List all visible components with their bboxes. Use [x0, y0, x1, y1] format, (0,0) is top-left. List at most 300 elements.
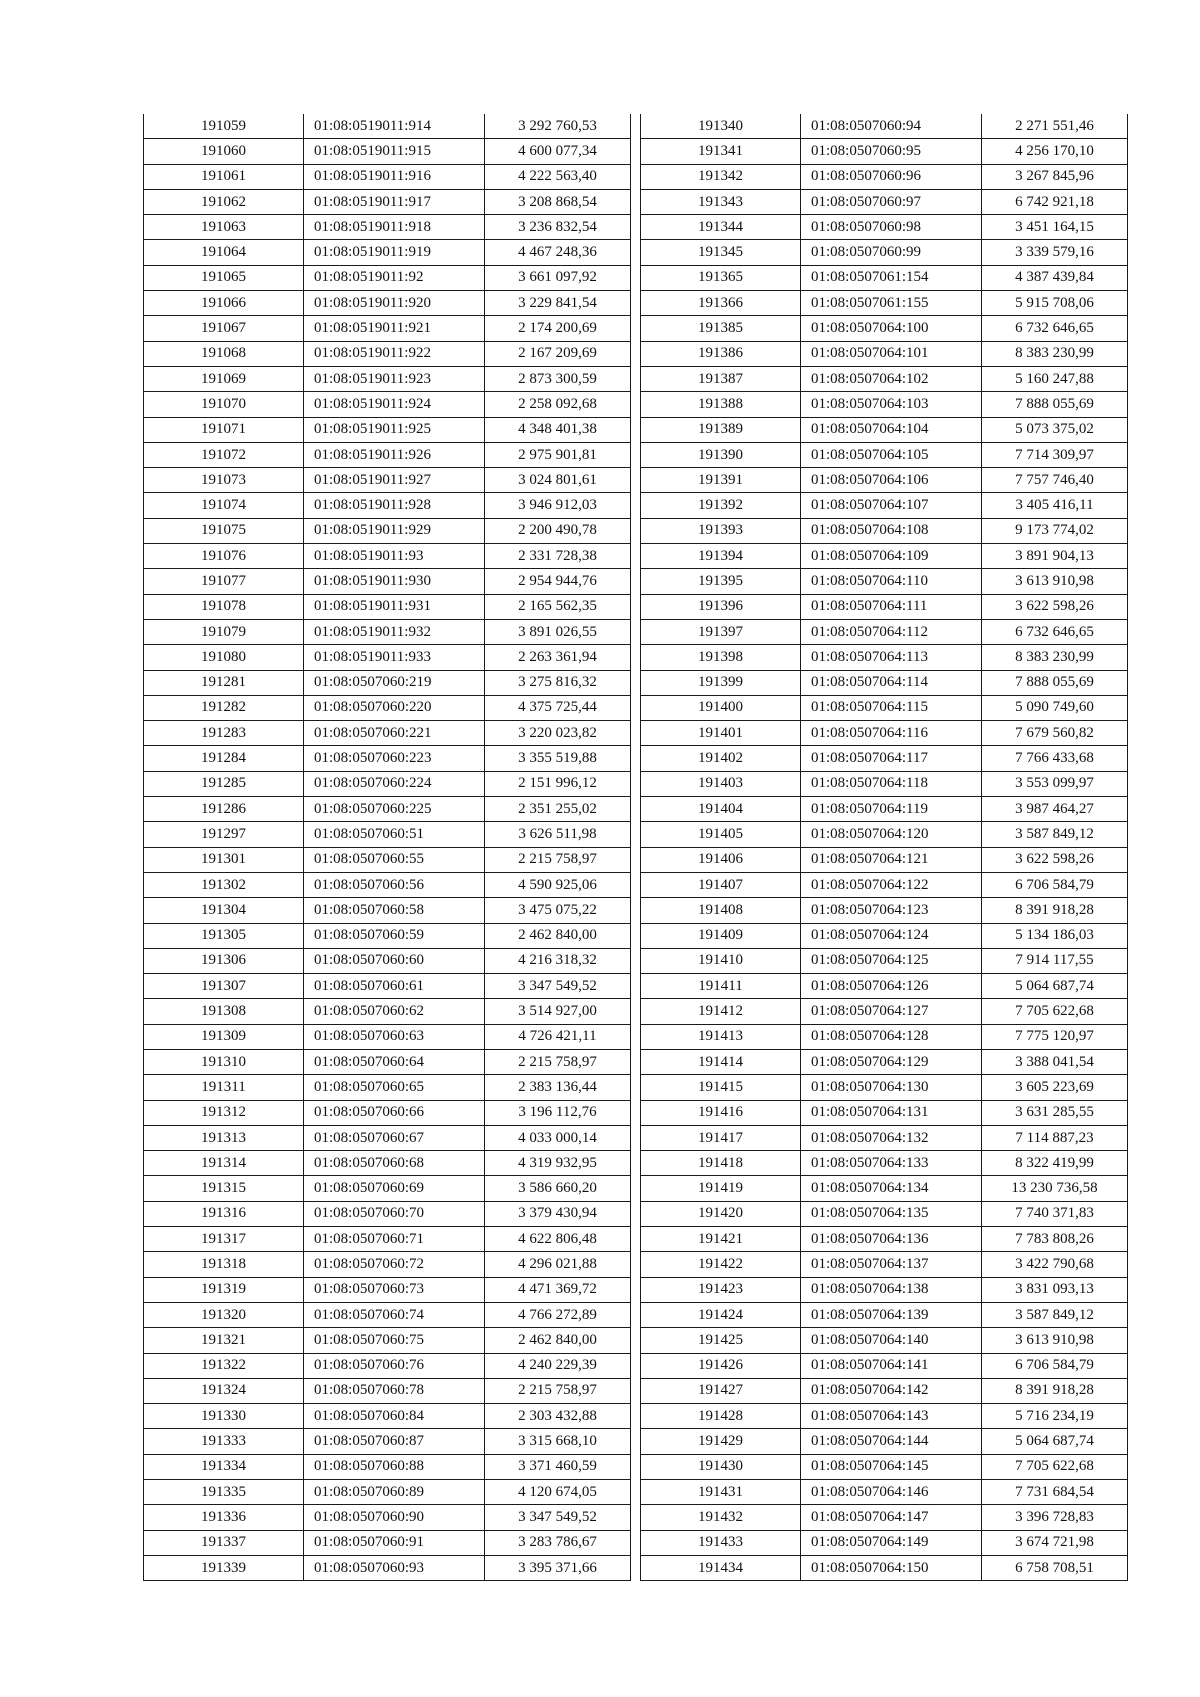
object-number-cell: 191410 [641, 948, 801, 973]
cadastral-value-cell: 5 915 708,06 [982, 291, 1128, 316]
cadastral-number-cell: 01:08:0507060:55 [304, 847, 485, 872]
table-row [144, 1353, 631, 1378]
cadastral-value-cell: 4 240 229,39 [485, 1353, 631, 1378]
cadastral-number-cell: 01:08:0507064:146 [801, 1480, 982, 1505]
cadastral-number-cell: 01:08:0507064:100 [801, 316, 982, 341]
object-number-cell: 191365 [641, 265, 801, 290]
cadastral-value-cell: 2 271 551,46 [982, 114, 1128, 139]
cadastral-value-cell: 3 388 041,54 [982, 1049, 1128, 1074]
cadastral-value-cell: 3 339 579,16 [982, 240, 1128, 265]
object-number-cell: 191432 [641, 1505, 801, 1530]
cadastral-value-cell: 3 891 904,13 [982, 544, 1128, 569]
table-row [144, 265, 631, 290]
object-number-cell: 191345 [641, 240, 801, 265]
cadastral-value-cell: 3 347 549,52 [485, 1505, 631, 1530]
table-row [641, 240, 1128, 265]
cadastral-number-cell: 01:08:0519011:93 [304, 544, 485, 569]
object-number-cell: 191335 [144, 1480, 304, 1505]
object-number-cell: 191315 [144, 1176, 304, 1201]
table-row [641, 923, 1128, 948]
object-number-cell: 191430 [641, 1454, 801, 1479]
object-number-cell: 191318 [144, 1252, 304, 1277]
cadastral-number-cell: 01:08:0507064:150 [801, 1555, 982, 1580]
table-row [641, 189, 1128, 214]
table-row [144, 670, 631, 695]
table-row [144, 139, 631, 164]
cadastral-number-cell: 01:08:0519011:933 [304, 645, 485, 670]
object-number-cell: 191321 [144, 1328, 304, 1353]
cadastral-number-cell: 01:08:0507060:63 [304, 1024, 485, 1049]
cadastral-number-cell: 01:08:0507060:76 [304, 1353, 485, 1378]
table-row [144, 1227, 631, 1252]
cadastral-number-cell: 01:08:0507064:127 [801, 999, 982, 1024]
cadastral-value-cell: 2 462 840,00 [485, 1328, 631, 1353]
object-number-cell: 191407 [641, 872, 801, 897]
cadastral-number-cell: 01:08:0507064:140 [801, 1328, 982, 1353]
cadastral-number-cell: 01:08:0507060:91 [304, 1530, 485, 1555]
cadastral-value-cell: 7 731 684,54 [982, 1480, 1128, 1505]
right-table [640, 114, 1128, 1581]
cadastral-value-cell: 2 200 490,78 [485, 518, 631, 543]
object-number-cell: 191431 [641, 1480, 801, 1505]
cadastral-number-cell: 01:08:0507060:56 [304, 872, 485, 897]
cadastral-number-cell: 01:08:0507060:89 [304, 1480, 485, 1505]
cadastral-value-cell: 3 891 026,55 [485, 619, 631, 644]
cadastral-number-cell: 01:08:0507064:124 [801, 923, 982, 948]
object-number-cell: 191068 [144, 341, 304, 366]
table-row [144, 392, 631, 417]
cadastral-number-cell: 01:08:0507060:87 [304, 1429, 485, 1454]
cadastral-number-cell: 01:08:0507060:65 [304, 1075, 485, 1100]
cadastral-value-cell: 7 888 055,69 [982, 670, 1128, 695]
object-number-cell: 191072 [144, 442, 304, 467]
table-row [144, 442, 631, 467]
cadastral-number-cell: 01:08:0507060:78 [304, 1378, 485, 1403]
object-number-cell: 191344 [641, 215, 801, 240]
cadastral-number-cell: 01:08:0519011:932 [304, 619, 485, 644]
object-number-cell: 191066 [144, 291, 304, 316]
object-number-cell: 191322 [144, 1353, 304, 1378]
cadastral-value-cell: 6 742 921,18 [982, 189, 1128, 214]
cadastral-value-cell: 7 114 887,23 [982, 1125, 1128, 1150]
cadastral-value-cell: 3 220 023,82 [485, 721, 631, 746]
cadastral-value-cell: 13 230 736,58 [982, 1176, 1128, 1201]
cadastral-value-cell: 5 160 247,88 [982, 366, 1128, 391]
table-row [641, 594, 1128, 619]
table-row [641, 392, 1128, 417]
cadastral-value-cell: 7 783 808,26 [982, 1227, 1128, 1252]
cadastral-number-cell: 01:08:0507064:143 [801, 1404, 982, 1429]
cadastral-value-cell: 3 024 801,61 [485, 468, 631, 493]
object-number-cell: 191387 [641, 366, 801, 391]
table-row [641, 1049, 1128, 1074]
cadastral-number-cell: 01:08:0507064:116 [801, 721, 982, 746]
cadastral-value-cell: 2 954 944,76 [485, 569, 631, 594]
object-number-cell: 191403 [641, 771, 801, 796]
cadastral-value-cell: 3 196 112,76 [485, 1100, 631, 1125]
table-row [144, 215, 631, 240]
cadastral-value-cell: 3 674 721,98 [982, 1530, 1128, 1555]
cadastral-value-cell: 4 296 021,88 [485, 1252, 631, 1277]
cadastral-number-cell: 01:08:0507064:113 [801, 645, 982, 670]
table-row [144, 569, 631, 594]
cadastral-value-cell: 4 319 932,95 [485, 1151, 631, 1176]
cadastral-number-cell: 01:08:0507060:60 [304, 948, 485, 973]
table-row [144, 695, 631, 720]
cadastral-number-cell: 01:08:0519011:930 [304, 569, 485, 594]
table-row [641, 1505, 1128, 1530]
cadastral-number-cell: 01:08:0507064:138 [801, 1277, 982, 1302]
cadastral-value-cell: 4 622 806,48 [485, 1227, 631, 1252]
object-number-cell: 191398 [641, 645, 801, 670]
table-row [641, 417, 1128, 442]
object-number-cell: 191389 [641, 417, 801, 442]
cadastral-value-cell: 4 471 369,72 [485, 1277, 631, 1302]
cadastral-value-cell: 3 622 598,26 [982, 847, 1128, 872]
object-number-cell: 191409 [641, 923, 801, 948]
cadastral-value-cell: 8 383 230,99 [982, 645, 1128, 670]
cadastral-value-cell: 3 605 223,69 [982, 1075, 1128, 1100]
table-row [144, 544, 631, 569]
cadastral-value-cell: 2 331 728,38 [485, 544, 631, 569]
cadastral-number-cell: 01:08:0507064:119 [801, 797, 982, 822]
object-number-cell: 191060 [144, 139, 304, 164]
table-row [144, 898, 631, 923]
object-number-cell: 191074 [144, 493, 304, 518]
object-number-cell: 191421 [641, 1227, 801, 1252]
table-row [144, 619, 631, 644]
object-number-cell: 191310 [144, 1049, 304, 1074]
cadastral-value-cell: 7 914 117,55 [982, 948, 1128, 973]
cadastral-number-cell: 01:08:0507064:136 [801, 1227, 982, 1252]
cadastral-value-cell: 5 134 186,03 [982, 923, 1128, 948]
cadastral-number-cell: 01:08:0519011:92 [304, 265, 485, 290]
cadastral-value-cell: 4 766 272,89 [485, 1302, 631, 1327]
cadastral-number-cell: 01:08:0507064:128 [801, 1024, 982, 1049]
cadastral-number-cell: 01:08:0507064:103 [801, 392, 982, 417]
object-number-cell: 191308 [144, 999, 304, 1024]
object-number-cell: 191416 [641, 1100, 801, 1125]
table-row [144, 1378, 631, 1403]
table-row [641, 1201, 1128, 1226]
cadastral-value-cell: 2 351 255,02 [485, 797, 631, 822]
cadastral-value-cell: 3 275 816,32 [485, 670, 631, 695]
table-row [144, 291, 631, 316]
object-number-cell: 191067 [144, 316, 304, 341]
cadastral-number-cell: 01:08:0507061:155 [801, 291, 982, 316]
object-number-cell: 191395 [641, 569, 801, 594]
cadastral-number-cell: 01:08:0519011:928 [304, 493, 485, 518]
cadastral-number-cell: 01:08:0507064:134 [801, 1176, 982, 1201]
object-number-cell: 191385 [641, 316, 801, 341]
table-row [641, 872, 1128, 897]
table-row [144, 1151, 631, 1176]
cadastral-value-cell: 3 622 598,26 [982, 594, 1128, 619]
cadastral-number-cell: 01:08:0507060:224 [304, 771, 485, 796]
cadastral-number-cell: 01:08:0507060:51 [304, 822, 485, 847]
cadastral-number-cell: 01:08:0519011:915 [304, 139, 485, 164]
cadastral-value-cell: 3 396 728,83 [982, 1505, 1128, 1530]
object-number-cell: 191339 [144, 1555, 304, 1580]
object-number-cell: 191286 [144, 797, 304, 822]
cadastral-value-cell: 3 475 075,22 [485, 898, 631, 923]
cadastral-value-cell: 4 375 725,44 [485, 695, 631, 720]
cadastral-number-cell: 01:08:0507060:73 [304, 1277, 485, 1302]
object-number-cell: 191077 [144, 569, 304, 594]
object-number-cell: 191070 [144, 392, 304, 417]
object-number-cell: 191334 [144, 1454, 304, 1479]
table-row [641, 746, 1128, 771]
left-table [143, 114, 631, 1581]
table-row [641, 1555, 1128, 1580]
table-row [641, 1429, 1128, 1454]
object-number-cell: 191400 [641, 695, 801, 720]
cadastral-number-cell: 01:08:0507064:130 [801, 1075, 982, 1100]
table-row [144, 1125, 631, 1150]
cadastral-value-cell: 2 167 209,69 [485, 341, 631, 366]
object-number-cell: 191078 [144, 594, 304, 619]
cadastral-number-cell: 01:08:0507060:97 [801, 189, 982, 214]
table-row [144, 645, 631, 670]
cadastral-number-cell: 01:08:0519011:919 [304, 240, 485, 265]
cadastral-number-cell: 01:08:0507064:104 [801, 417, 982, 442]
cadastral-number-cell: 01:08:0507060:95 [801, 139, 982, 164]
cadastral-value-cell: 2 215 758,97 [485, 1049, 631, 1074]
cadastral-number-cell: 01:08:0519011:925 [304, 417, 485, 442]
table-row [144, 366, 631, 391]
table-row [144, 797, 631, 822]
object-number-cell: 191411 [641, 974, 801, 999]
cadastral-value-cell: 4 467 248,36 [485, 240, 631, 265]
object-number-cell: 191305 [144, 923, 304, 948]
object-number-cell: 191404 [641, 797, 801, 822]
cadastral-value-cell: 4 256 170,10 [982, 139, 1128, 164]
object-number-cell: 191391 [641, 468, 801, 493]
object-number-cell: 191061 [144, 164, 304, 189]
cadastral-number-cell: 01:08:0507064:117 [801, 746, 982, 771]
table-row [144, 164, 631, 189]
table-row [144, 1404, 631, 1429]
table-row [641, 1024, 1128, 1049]
object-number-cell: 191425 [641, 1328, 801, 1353]
cadastral-value-cell: 3 283 786,67 [485, 1530, 631, 1555]
cadastral-value-cell: 3 613 910,98 [982, 569, 1128, 594]
object-number-cell: 191307 [144, 974, 304, 999]
cadastral-number-cell: 01:08:0507060:58 [304, 898, 485, 923]
object-number-cell: 191392 [641, 493, 801, 518]
table-row [144, 341, 631, 366]
cadastral-value-cell: 9 173 774,02 [982, 518, 1128, 543]
table-row [144, 847, 631, 872]
cadastral-number-cell: 01:08:0507064:141 [801, 1353, 982, 1378]
cadastral-value-cell: 3 208 868,54 [485, 189, 631, 214]
cadastral-value-cell: 4 216 318,32 [485, 948, 631, 973]
object-number-cell: 191422 [641, 1252, 801, 1277]
cadastral-number-cell: 01:08:0519011:924 [304, 392, 485, 417]
table-row [144, 948, 631, 973]
cadastral-value-cell: 2 151 996,12 [485, 771, 631, 796]
cadastral-value-cell: 2 165 562,35 [485, 594, 631, 619]
object-number-cell: 191415 [641, 1075, 801, 1100]
object-number-cell: 191428 [641, 1404, 801, 1429]
table-row [144, 1302, 631, 1327]
cadastral-value-cell: 3 613 910,98 [982, 1328, 1128, 1353]
object-number-cell: 191390 [641, 442, 801, 467]
cadastral-number-cell: 01:08:0507064:139 [801, 1302, 982, 1327]
cadastral-number-cell: 01:08:0519011:922 [304, 341, 485, 366]
cadastral-number-cell: 01:08:0507060:99 [801, 240, 982, 265]
table-row [641, 442, 1128, 467]
object-number-cell: 191405 [641, 822, 801, 847]
table-row [641, 139, 1128, 164]
cadastral-value-cell: 3 626 511,98 [485, 822, 631, 847]
object-number-cell: 191393 [641, 518, 801, 543]
cadastral-number-cell: 01:08:0507064:114 [801, 670, 982, 695]
table-row [641, 164, 1128, 189]
cadastral-value-cell: 4 033 000,14 [485, 1125, 631, 1150]
cadastral-number-cell: 01:08:0507064:101 [801, 341, 982, 366]
cadastral-value-cell: 5 064 687,74 [982, 1429, 1128, 1454]
table-row [641, 822, 1128, 847]
table-row [641, 948, 1128, 973]
object-number-cell: 191386 [641, 341, 801, 366]
cadastral-number-cell: 01:08:0507060:71 [304, 1227, 485, 1252]
object-number-cell: 191309 [144, 1024, 304, 1049]
table-row [641, 695, 1128, 720]
table-row [641, 316, 1128, 341]
cadastral-value-cell: 4 600 077,34 [485, 139, 631, 164]
cadastral-value-cell: 3 514 927,00 [485, 999, 631, 1024]
cadastral-value-cell: 2 873 300,59 [485, 366, 631, 391]
object-number-cell: 191063 [144, 215, 304, 240]
table-row [641, 1328, 1128, 1353]
table-row [641, 1227, 1128, 1252]
cadastral-value-cell: 4 726 421,11 [485, 1024, 631, 1049]
cadastral-value-cell: 7 757 746,40 [982, 468, 1128, 493]
table-row [144, 417, 631, 442]
table-row [144, 114, 631, 139]
object-number-cell: 191304 [144, 898, 304, 923]
cadastral-value-cell: 3 379 430,94 [485, 1201, 631, 1226]
cadastral-value-cell: 6 758 708,51 [982, 1555, 1128, 1580]
table-row [144, 594, 631, 619]
cadastral-number-cell: 01:08:0507060:84 [304, 1404, 485, 1429]
cadastral-value-cell: 2 258 092,68 [485, 392, 631, 417]
cadastral-value-cell: 4 222 563,40 [485, 164, 631, 189]
cadastral-value-cell: 3 395 371,66 [485, 1555, 631, 1580]
cadastral-value-cell: 3 631 285,55 [982, 1100, 1128, 1125]
cadastral-number-cell: 01:08:0519011:914 [304, 114, 485, 139]
cadastral-value-cell: 3 553 099,97 [982, 771, 1128, 796]
cadastral-value-cell: 2 462 840,00 [485, 923, 631, 948]
cadastral-value-cell: 4 348 401,38 [485, 417, 631, 442]
cadastral-value-cell: 3 229 841,54 [485, 291, 631, 316]
cadastral-number-cell: 01:08:0507060:61 [304, 974, 485, 999]
cadastral-number-cell: 01:08:0507060:69 [304, 1176, 485, 1201]
cadastral-value-cell: 7 705 622,68 [982, 999, 1128, 1024]
object-number-cell: 191413 [641, 1024, 801, 1049]
object-number-cell: 191337 [144, 1530, 304, 1555]
table-row [641, 114, 1128, 139]
cadastral-number-cell: 01:08:0519011:923 [304, 366, 485, 391]
cadastral-value-cell: 7 775 120,97 [982, 1024, 1128, 1049]
cadastral-number-cell: 01:08:0507060:64 [304, 1049, 485, 1074]
cadastral-value-cell: 2 303 432,88 [485, 1404, 631, 1429]
cadastral-value-cell: 3 292 760,53 [485, 114, 631, 139]
table-row [641, 1480, 1128, 1505]
cadastral-number-cell: 01:08:0507060:70 [304, 1201, 485, 1226]
table-row [641, 721, 1128, 746]
cadastral-number-cell: 01:08:0507064:115 [801, 695, 982, 720]
cadastral-value-cell: 7 888 055,69 [982, 392, 1128, 417]
cadastral-number-cell: 01:08:0507064:142 [801, 1378, 982, 1403]
object-number-cell: 191073 [144, 468, 304, 493]
cadastral-value-cell: 6 706 584,79 [982, 1353, 1128, 1378]
object-number-cell: 191423 [641, 1277, 801, 1302]
table-row [144, 1530, 631, 1555]
table-row [144, 1555, 631, 1580]
object-number-cell: 191320 [144, 1302, 304, 1327]
object-number-cell: 191429 [641, 1429, 801, 1454]
cadastral-number-cell: 01:08:0507064:145 [801, 1454, 982, 1479]
table-row [144, 468, 631, 493]
table-row [144, 1505, 631, 1530]
table-row [641, 569, 1128, 594]
object-number-cell: 191064 [144, 240, 304, 265]
cadastral-value-cell: 3 371 460,59 [485, 1454, 631, 1479]
table-row [144, 1024, 631, 1049]
cadastral-value-cell: 7 766 433,68 [982, 746, 1128, 771]
object-number-cell: 191340 [641, 114, 801, 139]
cadastral-value-cell: 2 263 361,94 [485, 645, 631, 670]
cadastral-value-cell: 3 586 660,20 [485, 1176, 631, 1201]
table-row [641, 847, 1128, 872]
object-number-cell: 191282 [144, 695, 304, 720]
cadastral-number-cell: 01:08:0507064:131 [801, 1100, 982, 1125]
table-row [641, 1176, 1128, 1201]
cadastral-number-cell: 01:08:0507060:88 [304, 1454, 485, 1479]
cadastral-value-cell: 4 120 674,05 [485, 1480, 631, 1505]
table-row [641, 974, 1128, 999]
cadastral-number-cell: 01:08:0519011:920 [304, 291, 485, 316]
table-row [641, 670, 1128, 695]
table-row [641, 493, 1128, 518]
table-row [144, 316, 631, 341]
table-row [144, 1049, 631, 1074]
cadastral-number-cell: 01:08:0519011:921 [304, 316, 485, 341]
object-number-cell: 191342 [641, 164, 801, 189]
cadastral-number-cell: 01:08:0507060:75 [304, 1328, 485, 1353]
object-number-cell: 191075 [144, 518, 304, 543]
object-number-cell: 191341 [641, 139, 801, 164]
cadastral-number-cell: 01:08:0519011:926 [304, 442, 485, 467]
table-row [144, 1429, 631, 1454]
object-number-cell: 191312 [144, 1100, 304, 1125]
cadastral-value-cell: 3 355 519,88 [485, 746, 631, 771]
cadastral-number-cell: 01:08:0507060:221 [304, 721, 485, 746]
cadastral-value-cell: 3 422 790,68 [982, 1252, 1128, 1277]
object-number-cell: 191406 [641, 847, 801, 872]
table-row [641, 1454, 1128, 1479]
cadastral-value-cell: 2 975 901,81 [485, 442, 631, 467]
object-number-cell: 191065 [144, 265, 304, 290]
object-number-cell: 191397 [641, 619, 801, 644]
cadastral-number-cell: 01:08:0507060:223 [304, 746, 485, 771]
cadastral-value-cell: 3 831 093,13 [982, 1277, 1128, 1302]
cadastral-number-cell: 01:08:0507064:109 [801, 544, 982, 569]
cadastral-value-cell: 3 587 849,12 [982, 822, 1128, 847]
cadastral-value-cell: 3 315 668,10 [485, 1429, 631, 1454]
